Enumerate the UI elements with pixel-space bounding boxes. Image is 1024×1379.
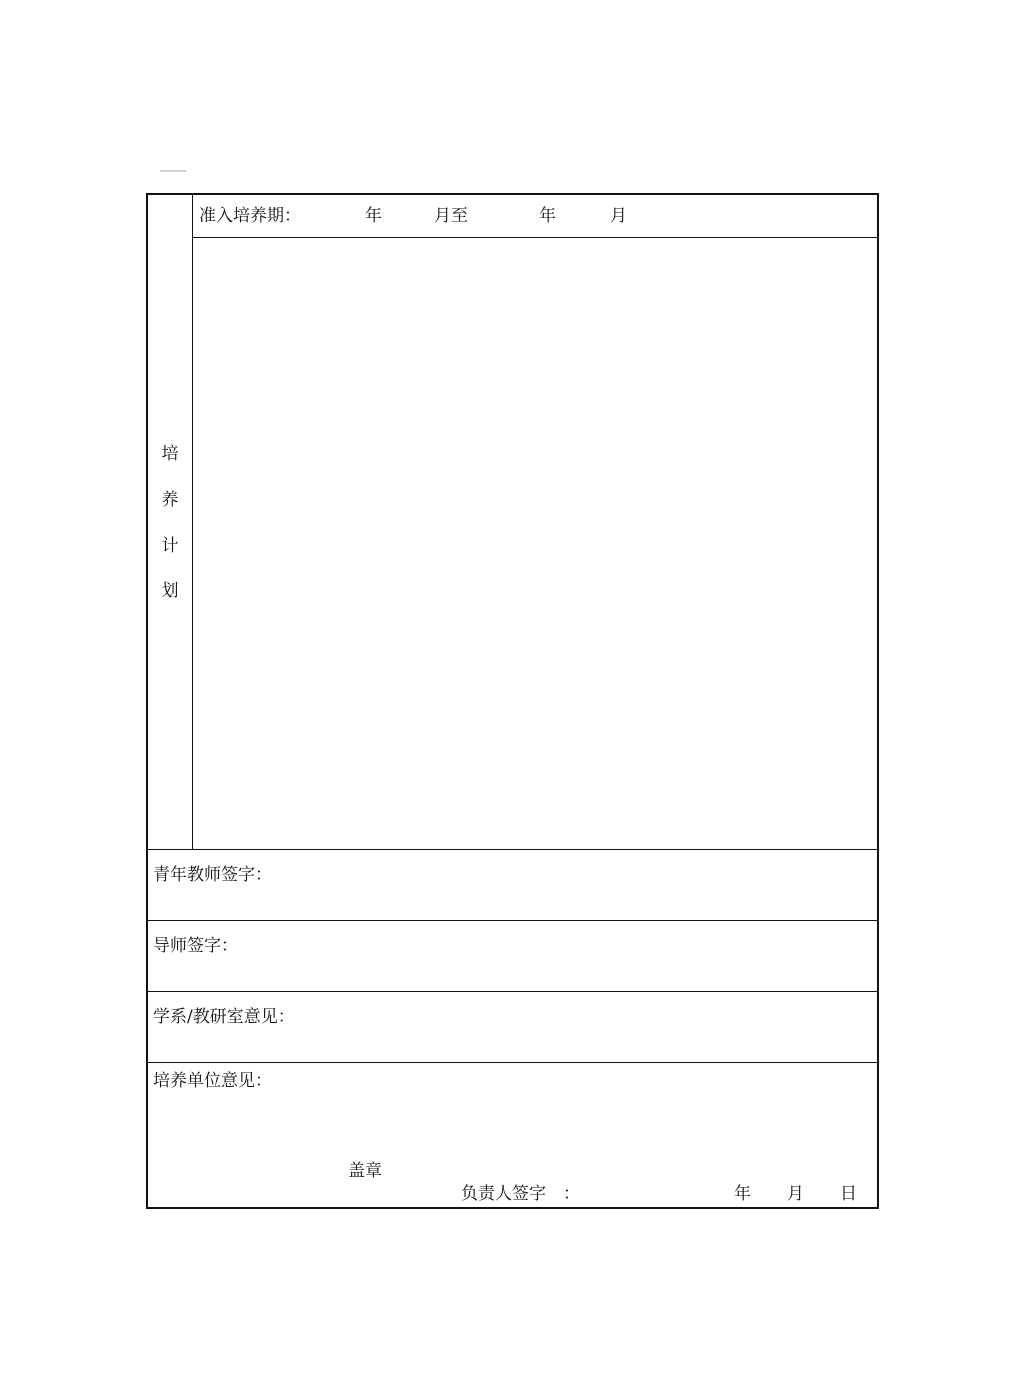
date-day: 日 bbox=[840, 1184, 857, 1204]
young-teacher-signature-label: 青年教师签字： bbox=[153, 865, 272, 885]
teacher-row-bottom-line bbox=[148, 920, 877, 921]
plan-label-char-4: 划 bbox=[161, 581, 179, 601]
scan-mark bbox=[160, 170, 186, 172]
period-start-month[interactable]: 月至 bbox=[434, 206, 468, 226]
department-row-bottom-line bbox=[148, 1062, 877, 1063]
period-end-year[interactable]: 年 bbox=[539, 206, 556, 226]
date-year: 年 bbox=[734, 1184, 751, 1204]
period-start-year[interactable]: 年 bbox=[365, 206, 382, 226]
period-row-divider bbox=[192, 237, 879, 238]
mentor-row-bottom-line bbox=[148, 991, 877, 992]
plan-label-char-2: 养 bbox=[161, 490, 179, 510]
plan-section-bottom-line bbox=[148, 849, 877, 850]
department-opinion-label: 学系/教研室意见： bbox=[153, 1007, 295, 1027]
training-plan-form bbox=[146, 193, 879, 1209]
plan-label-divider bbox=[192, 195, 193, 849]
period-end-month[interactable]: 月 bbox=[610, 206, 627, 226]
leader-signature-label: 负责人签字 ： bbox=[461, 1184, 580, 1204]
date-month: 月 bbox=[787, 1184, 804, 1204]
unit-opinion-label: 培养单位意见： bbox=[153, 1071, 272, 1091]
mentor-signature-label: 导师签字： bbox=[153, 936, 238, 956]
seal-label: 盖章 bbox=[348, 1161, 382, 1181]
plan-label-char-1: 培 bbox=[161, 444, 179, 464]
plan-label-char-3: 计 bbox=[161, 536, 179, 556]
period-label: 准入培养期： bbox=[199, 206, 301, 226]
plan-content-area[interactable] bbox=[194, 239, 879, 848]
